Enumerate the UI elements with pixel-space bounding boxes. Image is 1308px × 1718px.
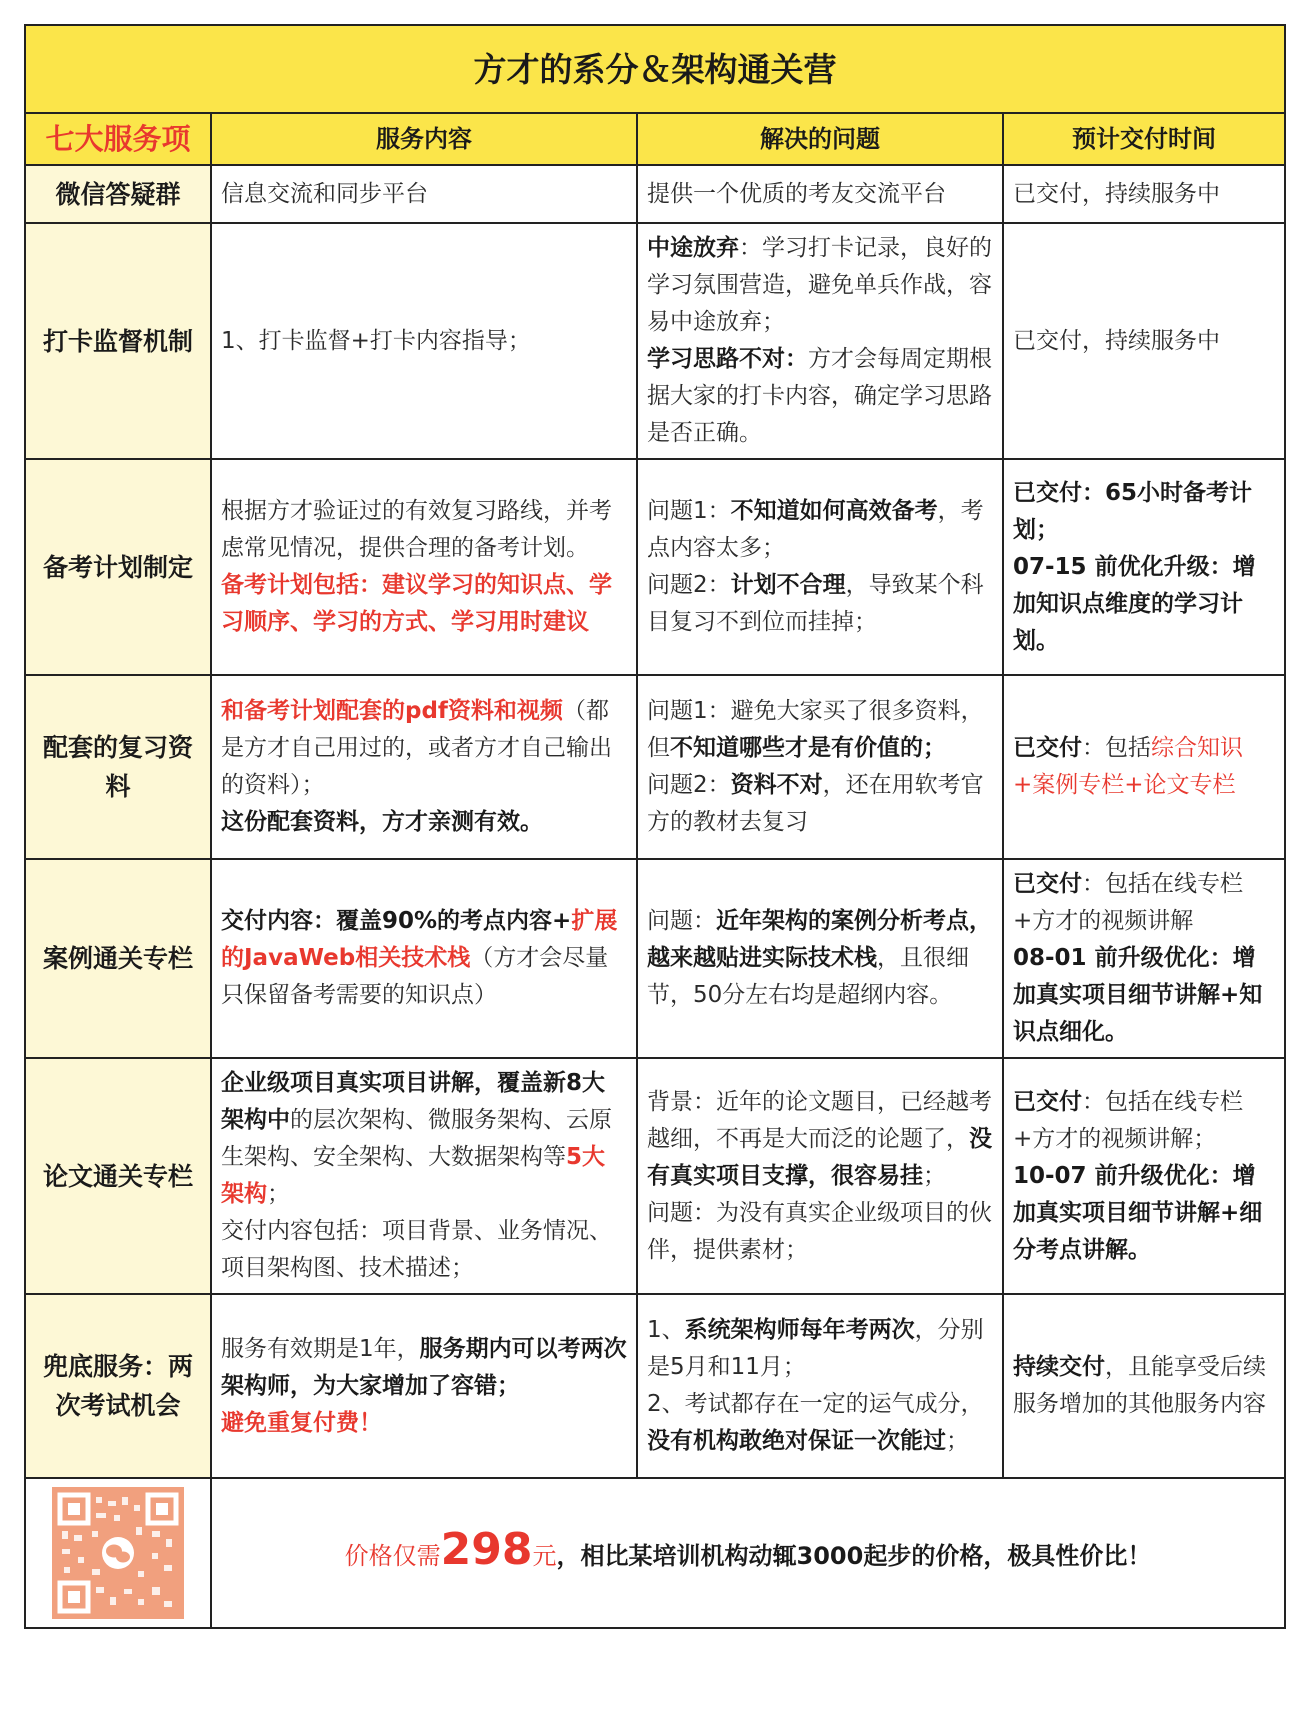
content-highlight: 和备考计划配套的pdf资料和视频 <box>221 698 563 724</box>
delivery-text: ：包括在线专栏+方才的视频讲解； <box>1013 1088 1243 1152</box>
row-content <box>211 859 637 1058</box>
table-row <box>25 1294 1285 1478</box>
row-problem <box>637 859 1003 1058</box>
content-highlight: 5大架构 <box>221 1144 606 1207</box>
content-emphasis: 交付内容：覆盖90%的考点内容+ <box>221 908 572 934</box>
price-prefix: 价格仅需 <box>344 1542 441 1570</box>
footer-row <box>25 1478 1285 1628</box>
problem-text: 问题1：避免大家买了很多资料，但 <box>647 698 984 761</box>
header-problem-solved: 解决的问题 <box>637 113 1003 165</box>
row-name: 备考计划制定 <box>25 459 211 675</box>
row-content <box>211 1058 637 1294</box>
problem-text: 背景：近年的论文题目，已经越考越细，不再是大而泛的论题了， <box>647 1088 992 1152</box>
delivery-status: 已交付 <box>1013 1088 1082 1115</box>
problem-label: 问题2： <box>647 772 731 798</box>
service-table-sheet <box>24 24 1284 1629</box>
row-problem <box>637 459 1003 675</box>
delivery-status: 已交付 <box>1013 735 1082 761</box>
row-problem <box>637 675 1003 859</box>
row-delivery: 已交付，持续服务中 <box>1003 223 1285 459</box>
content-highlight: 扩展的JavaWeb相关技术栈 <box>221 908 618 971</box>
table-row <box>25 223 1285 459</box>
problem-text: ，考点内容太多； <box>647 498 984 561</box>
row-name: 配套的复习资料 <box>25 675 211 859</box>
row-content <box>211 1294 637 1478</box>
content-text: （都是方才自己用过的，或者方才自己输出的资料）； <box>221 698 612 798</box>
row-delivery <box>1003 859 1285 1058</box>
delivery-status: 已交付：65小时备考计划； <box>1013 479 1253 543</box>
problem-text: 问题：为没有真实企业级项目的伙伴，提供素材； <box>647 1199 992 1263</box>
problem-keyword: 没有真实项目支撑，很容易挂 <box>647 1125 992 1189</box>
header-service-item: 七大服务项 <box>25 113 211 165</box>
delivery-upgrade: 08-01 前升级优化：增加真实项目细节讲解+知识点细化。 <box>1013 945 1263 1045</box>
content-text: （方才会尽量只保留备考需要的知识点） <box>221 945 609 1008</box>
problem-text: 2、考试都存在一定的运气成分， <box>647 1391 984 1417</box>
delivery-upgrade: 10-07 前升级优化：增加真实项目细节讲解+细分考点讲解。 <box>1013 1162 1263 1263</box>
content-text: 服务有效期是1年， <box>221 1335 420 1362</box>
price-comparison: ，相比某培训机构动辄3000起步的价格，极具性价比！ <box>556 1542 1152 1570</box>
price-number: 298 <box>440 1524 533 1575</box>
delivery-text: ，且能享受后续服务增加的其他服务内容 <box>1013 1354 1266 1417</box>
service-table <box>24 24 1286 1629</box>
delivery-text: ：包括 <box>1082 735 1151 761</box>
problem-label: 问题2： <box>647 572 731 598</box>
content-emphasis: 这份配套资料，方才亲测有效。 <box>221 809 543 835</box>
header-delivery-time: 预计交付时间 <box>1003 113 1285 165</box>
row-delivery: 已交付，持续服务中 <box>1003 165 1285 223</box>
table-row <box>25 859 1285 1058</box>
table-row <box>25 1058 1285 1294</box>
qr-code-icon[interactable] <box>52 1487 184 1619</box>
row-problem <box>637 1294 1003 1478</box>
problem-keyword: 没有机构敢绝对保证一次能过 <box>647 1428 946 1454</box>
problem-text: ，还在用软考官方的教材去复习 <box>647 772 984 835</box>
content-highlight: 避免重复付费！ <box>221 1409 382 1436</box>
row-name: 微信答疑群 <box>25 165 211 223</box>
row-problem <box>637 1058 1003 1294</box>
problem-keyword: 学习思路不对： <box>647 346 808 372</box>
page-title: 方才的系分＆架构通关营 <box>25 25 1285 113</box>
problem-text: ； <box>923 1162 946 1189</box>
problem-text: ，导致某个科目复习不到位而挂掉； <box>647 572 984 635</box>
row-content <box>211 459 637 675</box>
problem-text: ，分别是5月和11月； <box>647 1317 984 1380</box>
delivery-text: ：包括在线专栏+方才的视频讲解 <box>1013 871 1243 934</box>
price-cell <box>211 1478 1285 1628</box>
table-row <box>25 459 1285 675</box>
row-delivery <box>1003 675 1285 859</box>
problem-keyword: 中途放弃 <box>647 235 739 261</box>
row-name: 兜底服务：两次考试机会 <box>25 1294 211 1478</box>
content-emphasis: 服务期内可以考两次架构师，为大家增加了容错； <box>221 1335 627 1399</box>
row-delivery <box>1003 1058 1285 1294</box>
problem-label: 问题1： <box>647 498 731 524</box>
delivery-status: 已交付 <box>1013 871 1082 897</box>
row-delivery <box>1003 1294 1285 1478</box>
row-content: 1、打卡监督+打卡内容指导； <box>211 223 637 459</box>
row-name: 论文通关专栏 <box>25 1058 211 1294</box>
table-row <box>25 165 1285 223</box>
delivery-status: 持续交付 <box>1013 1354 1105 1380</box>
row-delivery <box>1003 459 1285 675</box>
table-row <box>25 675 1285 859</box>
content-text: 的层次架构、微服务架构、云原生架构、安全架构、大数据架构等 <box>221 1107 612 1170</box>
row-name: 打卡监督机制 <box>25 223 211 459</box>
problem-text: ； <box>946 1428 969 1454</box>
content-text: 根据方才验证过的有效复习路线，并考虑常见情况，提供合理的备考计划。 <box>221 498 612 561</box>
content-emphasis: 企业级项目真实项目讲解，覆盖新8大架构中 <box>221 1070 606 1133</box>
problem-keyword: 计划不合理 <box>730 572 846 598</box>
delivery-upgrade: 07-15 前优化升级：增加知识点维度的学习计划。 <box>1013 553 1256 654</box>
problem-keyword: 资料不对 <box>730 772 823 798</box>
row-content: 信息交流和同步平台 <box>211 165 637 223</box>
delivery-highlight: 综合知识+案例专栏+论文专栏 <box>1013 735 1243 798</box>
content-text: 交付内容包括：项目背景、业务情况、项目架构图、技术描述； <box>221 1218 612 1281</box>
problem-text: ，且很细节，50分左右均是超纲内容。 <box>647 945 969 1008</box>
problem-label: 问题： <box>647 908 716 934</box>
row-name: 案例通关专栏 <box>25 859 211 1058</box>
content-highlight: 备考计划包括：建议学习的知识点、学习顺序、学习的方式、学习用时建议 <box>221 572 612 635</box>
content-text: ； <box>267 1181 290 1207</box>
row-content <box>211 675 637 859</box>
row-problem: 提供一个优质的考友交流平台 <box>637 165 1003 223</box>
problem-keyword: 系统架构师每年考两次 <box>684 1317 915 1343</box>
row-problem <box>637 223 1003 459</box>
price-unit: 元 <box>532 1542 557 1570</box>
problem-keyword: 不知道哪些才是有价值的； <box>670 735 946 761</box>
problem-keyword: 近年架构的案例分析考点，越来越贴进实际技术栈 <box>647 908 992 971</box>
problem-text: 方才会每周定期根据大家的打卡内容，确定学习思路是否正确。 <box>647 346 992 446</box>
table-header-row <box>25 113 1285 165</box>
problem-label: 1、 <box>647 1317 685 1343</box>
problem-keyword: 不知道如何高效备考 <box>730 498 938 524</box>
header-service-content: 服务内容 <box>211 113 637 165</box>
problem-text: ：学习打卡记录，良好的学习氛围营造，避免单兵作战，容易中途放弃； <box>647 235 992 335</box>
qr-cell <box>25 1478 211 1628</box>
